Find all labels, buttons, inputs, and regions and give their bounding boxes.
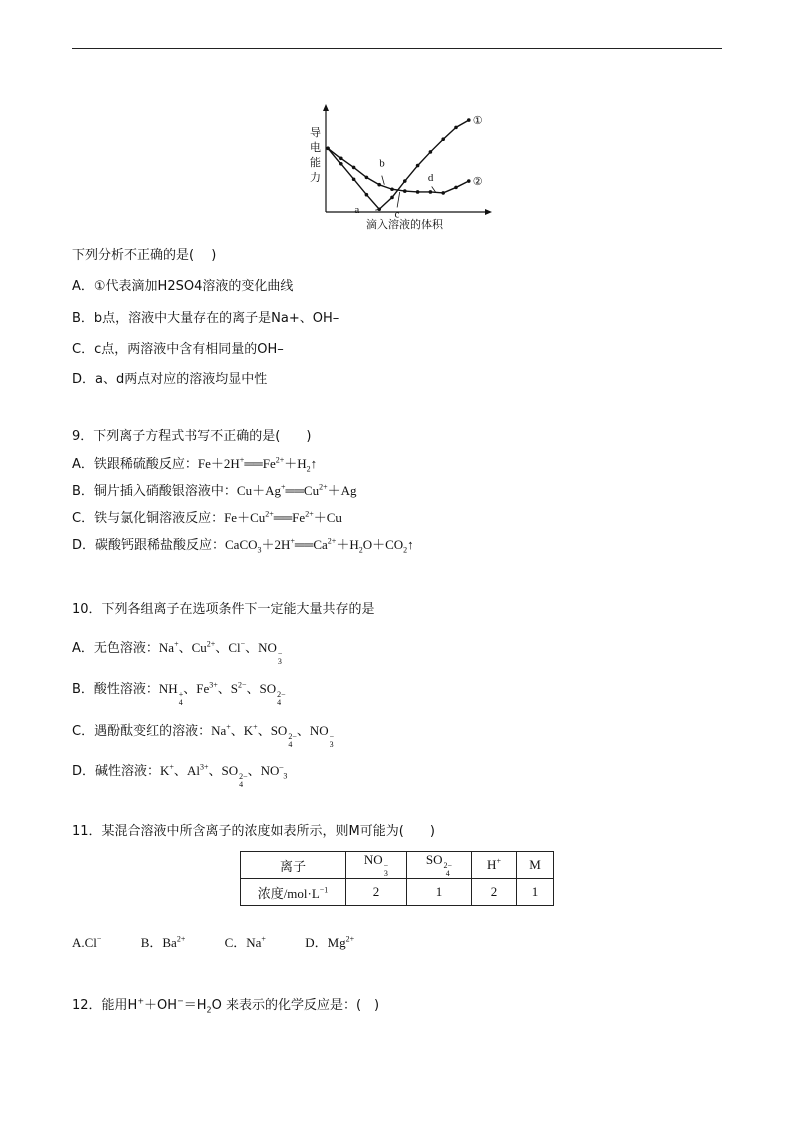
- series-1-point: [365, 193, 369, 197]
- series-2-label: ②: [472, 176, 483, 189]
- y-label-char: 能: [310, 157, 321, 169]
- leader-line: [397, 192, 400, 207]
- series-2-point: [454, 186, 458, 190]
- q11-option-d: D．$Mg^{2+}$: [305, 934, 355, 950]
- q10-option-c: C．遇酚酞变红的溶液：Na+、K+、SO 2− 4 、NO − 3: [72, 722, 335, 749]
- series-1-point: [467, 118, 471, 122]
- series-2-point: [377, 183, 381, 187]
- point-label-a: a: [354, 204, 360, 217]
- point-label-c: c: [394, 208, 400, 221]
- series-1-point: [429, 150, 433, 154]
- x-axis-label: 滴入溶液的体积: [366, 219, 443, 231]
- series-2-point: [339, 157, 343, 161]
- series-1-point: [454, 126, 458, 130]
- table-cell: 2: [346, 879, 407, 906]
- series-2-point: [467, 179, 471, 183]
- q10-option-a: A．无色溶液：Na+、$Cu^{2+}$、Cl−、NO − 3: [72, 639, 283, 666]
- y-label-char: 力: [310, 172, 321, 184]
- q8-option-c: C．c点，两溶液中含有相同量的OH–: [72, 342, 284, 357]
- q8-option-b: B．b点，溶液中大量存在的离子是Na+、OH–: [72, 311, 340, 326]
- q8-option-a: A．①代表滴加H2SO4溶液的变化曲线: [72, 279, 294, 294]
- q11-option-c: C．Na+: [224, 934, 266, 950]
- series-2-point: [403, 189, 407, 193]
- conductivity-chart: [308, 104, 492, 234]
- y-axis-label: [310, 126, 321, 184]
- table-cell: 离子: [241, 852, 346, 879]
- table-cell: 2: [472, 879, 517, 906]
- series-1-point: [416, 164, 420, 168]
- series-2-point: [326, 147, 330, 151]
- header-rule: [72, 48, 722, 49]
- series-layer: [326, 115, 483, 211]
- q10-option-b: B．酸性溶液：NH + 4 、$Fe^{3+}$、$S^{2-}$、SO 2− 4: [72, 680, 286, 707]
- q10-stem: 10．下列各组离子在选项条件下一定能大量共存的是: [72, 602, 375, 617]
- q9-option-a: A．铁跟稀硫酸反应：$Fe+2H^+══Fe^{2+}+H_2↑$: [72, 455, 318, 474]
- table-cell: SO 2− 4: [407, 852, 472, 879]
- q9-option-b: B．铜片插入硝酸银溶液中：$Cu+Ag^+══Cu^{2+}+Ag$: [72, 482, 357, 499]
- series-1-label: ①: [472, 115, 483, 128]
- y-label-char: 导: [310, 127, 321, 139]
- series-1-point: [441, 137, 445, 141]
- leader-line: [382, 176, 385, 185]
- series-2-point: [416, 190, 420, 194]
- table-cell: H+: [472, 852, 517, 879]
- q11-stem: 11．某混合溶液中所含离子的浓度如表所示，则M可能为( ): [72, 824, 435, 839]
- point-label-b: b: [379, 157, 385, 170]
- series-2-point: [429, 190, 433, 194]
- table-cell: NO − 3: [346, 852, 407, 879]
- q8-option-d: D．a、d两点对应的溶液均显中性: [72, 372, 268, 387]
- q9-option-c: C．铁与氯化铜溶液反应：$Fe+Cu^{2+}══Fe^{2+}+Cu$: [72, 509, 342, 526]
- series-1-point: [390, 196, 394, 200]
- y-axis-arrow: [323, 104, 329, 111]
- ion-concentration-table: [240, 851, 554, 906]
- series-2-point: [441, 191, 445, 195]
- table-row: [241, 852, 554, 879]
- series-2-point: [390, 187, 394, 191]
- series-line-2: [328, 148, 469, 193]
- q11-option-b: B．$Ba^{2+}$: [140, 934, 186, 950]
- point-label-d: d: [427, 172, 434, 185]
- q10-option-d: D．碱性溶液：K+、$Al^{3+}$、SO 2− 4 、$NO^-_3$: [72, 762, 288, 789]
- table-cell: 浓度$/mol\cdot L^{-1}$: [241, 879, 346, 906]
- table-cell: 1: [407, 879, 472, 906]
- q11-option-a: A.Cl−: [72, 934, 102, 950]
- y-label-char: 电: [310, 142, 321, 154]
- table-cell: 1: [517, 879, 554, 906]
- q8-stem: 下列分析不正确的是( ): [72, 248, 217, 263]
- table-cell: M: [517, 852, 554, 879]
- series-1-point: [352, 177, 356, 181]
- q12-stem: 12．能用$H^++OH^-=H_2O$ 来表示的化学反应是：( ): [72, 996, 380, 1015]
- q11-options: [72, 932, 390, 951]
- series-2-point: [352, 166, 356, 170]
- leader-line: [432, 187, 436, 192]
- x-axis-arrow: [485, 209, 492, 215]
- q9-stem: 9．下列离子方程式书写不正确的是( ): [72, 429, 312, 444]
- q9-option-d: D．碳酸钙跟稀盐酸反应：$CaCO_3+2H^+══Ca^{2+}+H_2O+CO_2↑$: [72, 536, 414, 555]
- series-2-point: [365, 176, 369, 180]
- series-1-point: [339, 162, 343, 166]
- series-1-point: [403, 179, 407, 183]
- table-row: [241, 879, 554, 906]
